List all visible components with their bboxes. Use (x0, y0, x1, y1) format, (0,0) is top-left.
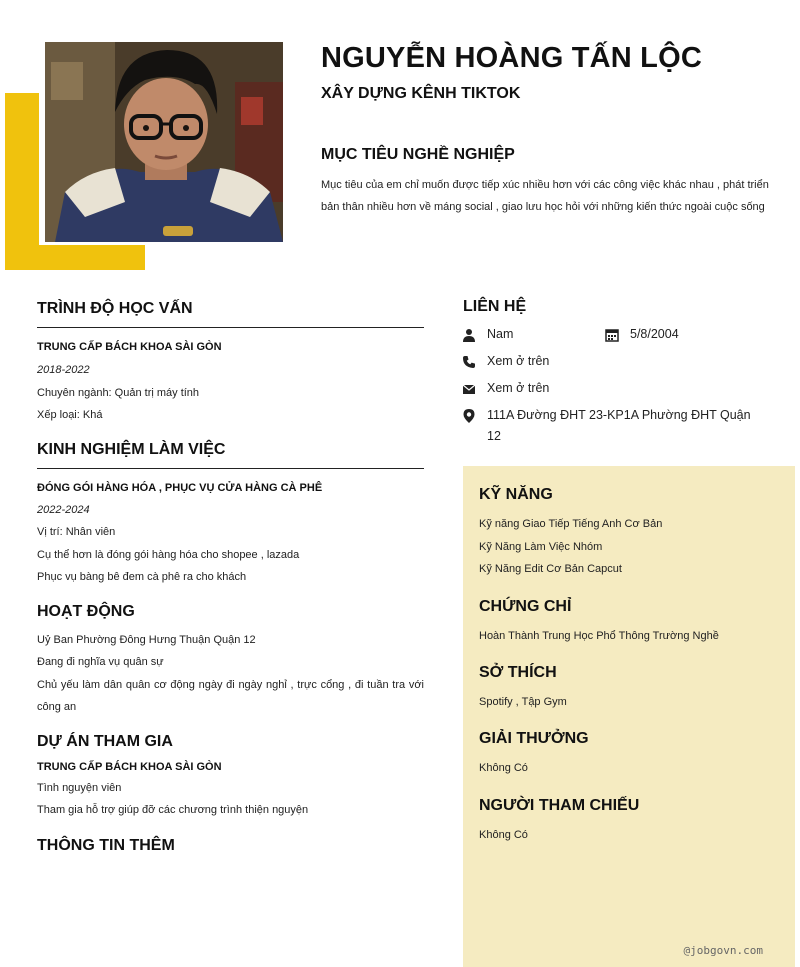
calendar-icon (605, 328, 619, 342)
job-title: XÂY DỰNG KÊNH TIKTOK (321, 85, 521, 102)
accent-bar-vertical (5, 93, 39, 270)
contact-gender: Nam (487, 327, 514, 341)
objective-heading: MỤC TIÊU NGHỀ NGHIỆP (321, 146, 515, 163)
more-info-heading: THÔNG TIN THÊM (37, 836, 175, 854)
certificate-item: Hoàn Thành Trung Học Phổ Thông Trường Nghề (479, 630, 719, 642)
contact-heading: LIÊN HỆ (463, 298, 527, 315)
education-major: Chuyên ngành: Quản trị máy tính (37, 386, 200, 399)
projects-section (37, 733, 424, 822)
activities-heading: HOẠT ĐỘNG (37, 602, 135, 620)
projects-heading: DỰ ÁN THAM GIA (37, 732, 173, 750)
activities-line: Đang đi nghĩa vụ quân sự (37, 656, 164, 668)
reference-item: Không Có (479, 829, 528, 841)
hobbies-heading: SỞ THÍCH (479, 664, 557, 681)
accent-bar-horizontal (5, 245, 145, 270)
education-heading: TRÌNH ĐỘ HỌC VẤN (37, 300, 424, 328)
experience-line: Phục vụ bàng bê đem cà phê ra cho khách (37, 571, 247, 583)
education-school: TRUNG CẤP BÁCH KHOA SÀI GÒN (37, 341, 222, 353)
candidate-name: NGUYỄN HOÀNG TẤN LỘC (321, 42, 702, 74)
mail-icon (462, 382, 476, 396)
skill-item: Kỹ Năng Edit Cơ Bản Capcut (479, 563, 622, 575)
education-section (37, 300, 424, 427)
education-grade: Xếp loại: Khá (37, 409, 103, 421)
left-column (37, 300, 424, 865)
activities-section (37, 603, 424, 719)
projects-line: Tình nguyện viên (37, 781, 122, 794)
activities-line: Chủ yếu làm dân quân cơ động ngày đi ngày nghỉ , trực cổng , đi tuần tra với công an (37, 678, 424, 713)
person-icon (462, 328, 476, 342)
profile-photo (45, 42, 283, 242)
experience-line: Vị trí: Nhân viên (37, 526, 116, 538)
skill-item: Kỹ Năng Làm Việc Nhóm (479, 541, 603, 553)
location-pin-icon (462, 409, 476, 423)
contact-address: 111A Đường ĐHT 23-KP1A Phường ĐHT Quận 12 (487, 408, 751, 443)
skills-heading: KỸ NĂNG (479, 486, 553, 503)
references-heading: NGƯỜI THAM CHIẾU (479, 797, 640, 814)
awards-heading: GIẢI THƯỞNG (479, 730, 589, 747)
hobby-item: Spotify , Tập Gym (479, 696, 567, 708)
award-item: Không Có (479, 762, 528, 774)
certificates-heading: CHỨNG CHỈ (479, 598, 572, 615)
education-period: 2018-2022 (37, 364, 90, 376)
contact-birthday: 5/8/2004 (630, 327, 679, 341)
objective-text: Mục tiêu của em chỉ muốn được tiếp xúc nhiều hơn với các công việc khác nhau , phát triển bản thân nhiều hơn về máng social , giao lưu học hỏi với những kiến thức ngoài cuộc sống (321, 179, 769, 213)
contact-phone: Xem ở trên (487, 354, 550, 368)
more-info-section (37, 837, 424, 855)
experience-heading: KINH NGHIỆM LÀM VIỆC (37, 441, 424, 469)
experience-period: 2022-2024 (37, 503, 90, 516)
projects-line: Tham gia hỗ trợ giúp đỡ các chương trình thiện nguyện (37, 804, 309, 816)
contact-email: Xem ở trên (487, 381, 550, 395)
phone-icon (462, 355, 476, 369)
side-panel (463, 466, 795, 967)
experience-company: ĐÓNG GÓI HÀNG HÓA , PHỤC VỤ CỬA HÀNG CÀ PHÊ (37, 481, 323, 494)
watermark: @jobgovn.com (683, 944, 763, 957)
projects-name: TRUNG CẤP BÁCH KHOA SÀI GÒN (37, 760, 222, 773)
experience-section (37, 441, 424, 589)
skill-item: Kỹ năng Giao Tiếp Tiếng Anh Cơ Bản (479, 518, 663, 530)
activities-line: Uỷ Ban Phường Đông Hưng Thuận Quận 12 (37, 633, 256, 646)
experience-line: Cụ thể hơn là đóng gói hàng hóa cho shopee , lazada (37, 548, 300, 561)
